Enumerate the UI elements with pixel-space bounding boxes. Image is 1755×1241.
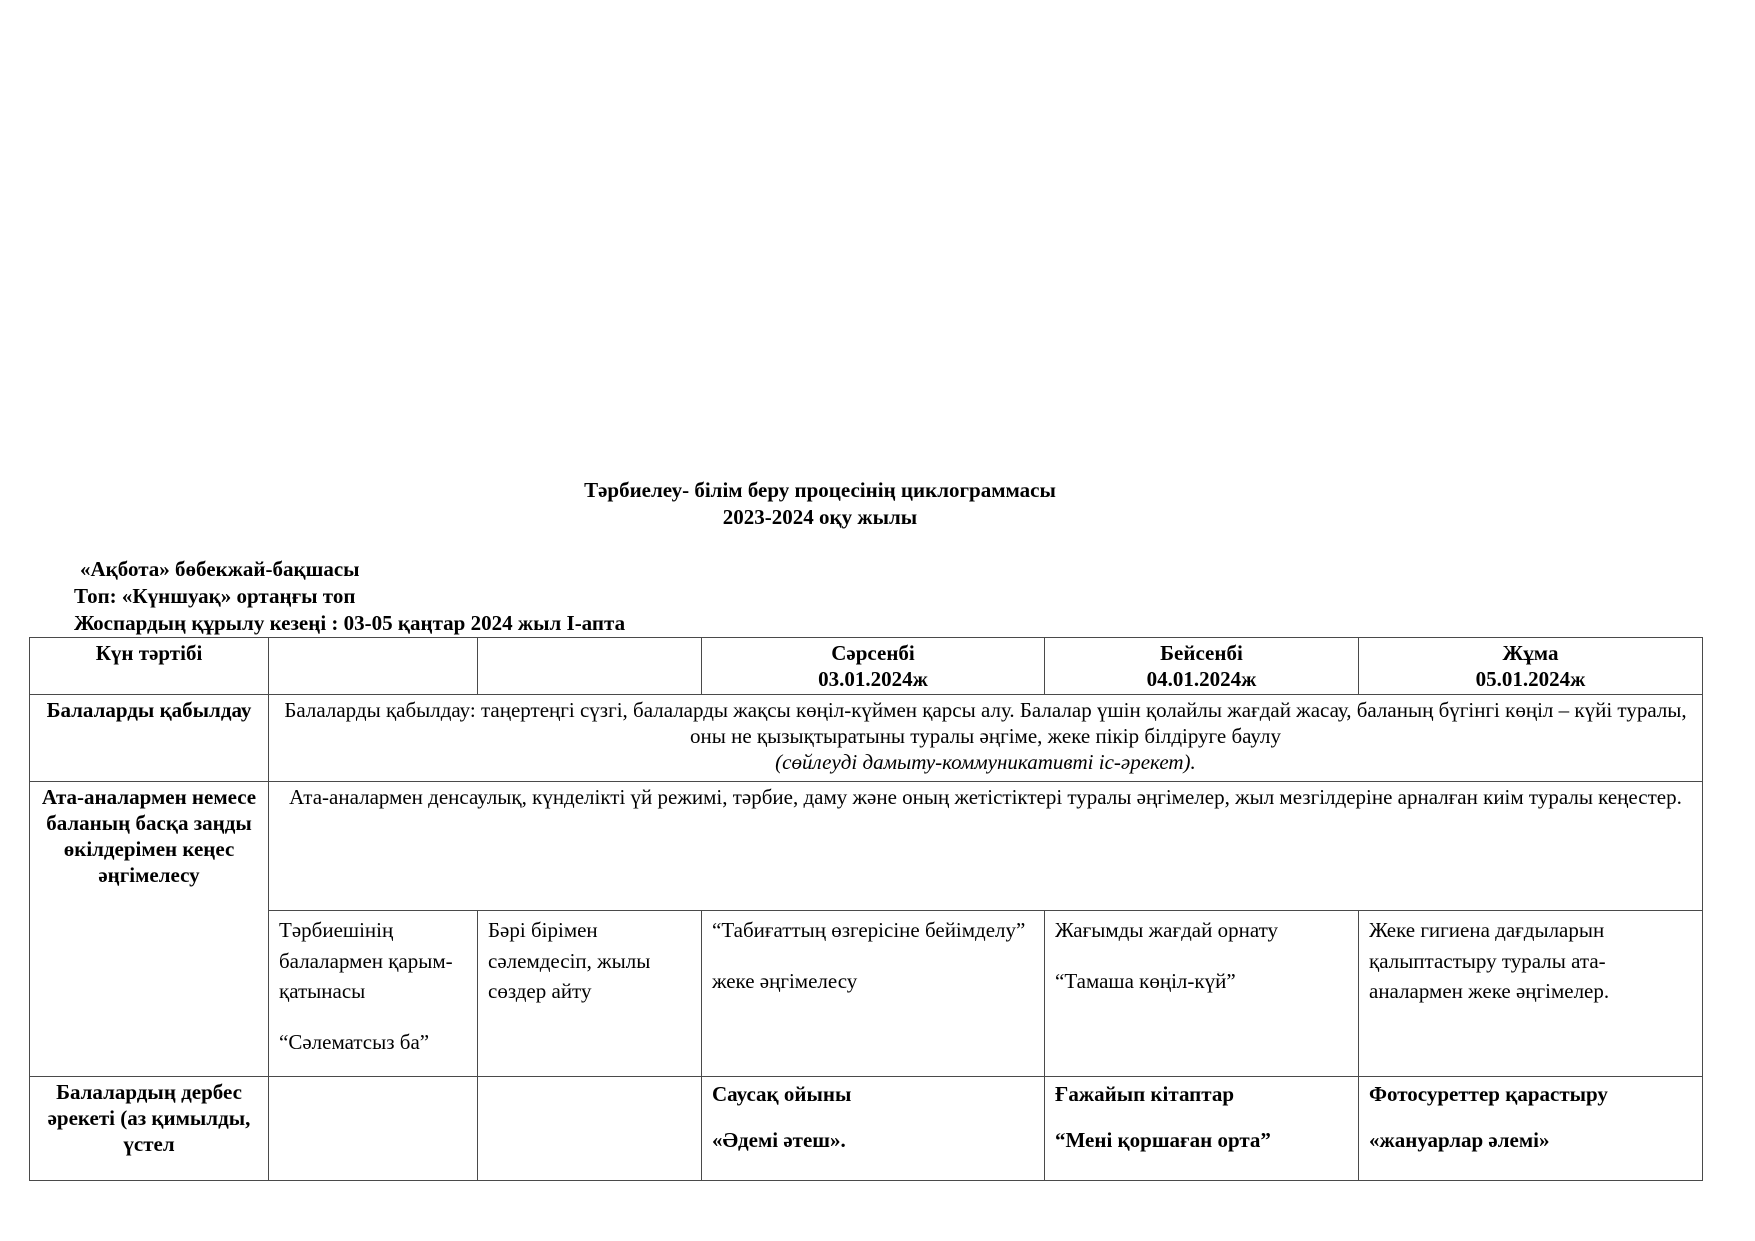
header-daily-routine: Күн тәртібі [30, 638, 269, 695]
header-day-friday [1359, 638, 1703, 695]
academic-year: 2023-2024 оқу жылы [722, 505, 918, 529]
cell-line-1: Саусақ ойыны [712, 1082, 852, 1106]
parents-description: Ата-аналармен денсаулық, күнделікті үй режимі, тәрбие, даму және оның жетістіктері туралы әңгімелер, жыл мезгілдеріне арналған киім туралы кеңестер. [269, 782, 1703, 911]
cell-line-1: Фотосуреттер қарастыру [1369, 1082, 1608, 1106]
group-name: Топ: «Күншуақ» ортаңғы топ [74, 584, 356, 608]
row-label-activity: Балалардың дербес әрекеті (аз қимылды, үстел [30, 1077, 269, 1181]
activity-cell-2 [478, 1077, 702, 1181]
day-name: Сәрсенбі [831, 641, 915, 665]
document-title: Тәрбиелеу- білім беру процесінің циклограммасы [584, 478, 1056, 502]
cell-line-1: Жеке гигиена дағдыларын қалыптастыру туралы ата-аналармен жеке әңгімелер. [1369, 918, 1610, 1003]
header-empty-1 [269, 638, 478, 695]
parents-cell-2 [478, 911, 702, 1077]
cell-line-1: Бәрі бірімен сәлемдесіп, жылы сөздер айту [488, 918, 651, 1003]
cell-line-2: “Тамаша көңіл-күй” [1055, 968, 1236, 993]
cell-line-2: “Мені қоршаған орта” [1055, 1128, 1271, 1152]
activity-cell-friday [1359, 1077, 1703, 1181]
activity-cell-thursday [1045, 1077, 1359, 1181]
day-date: 03.01.2024ж [818, 667, 928, 691]
table-row-reception [30, 695, 1703, 782]
day-name: Бейсенбі [1160, 641, 1243, 665]
cyclogram-table [29, 637, 1703, 1181]
day-date: 05.01.2024ж [1475, 667, 1586, 691]
cell-line-2: «Әдемі әтеш». [712, 1128, 846, 1152]
parents-cell-thursday [1045, 911, 1359, 1077]
parents-cell-1 [269, 911, 478, 1077]
table-row-parents [30, 782, 1703, 911]
day-date: 04.01.2024ж [1146, 667, 1257, 691]
header-day-thursday [1045, 638, 1359, 695]
cell-line-1: “Табиғаттың өзгерісіне бейімделу” [712, 918, 1026, 942]
table-row-parents-daily [30, 911, 1703, 1077]
plan-period: Жоспардың құрылу кезеңі : 03-05 қаңтар 2024 жыл І-апта [74, 611, 626, 635]
reception-description [269, 695, 1703, 782]
reception-note: (сөйлеуді дамыту-коммуникативті іс-әрекет). [775, 750, 1196, 774]
kindergarten-name: «Ақбота» бөбекжай-бақшасы [80, 557, 360, 581]
header-empty-2 [478, 638, 702, 695]
parents-cell-friday [1359, 911, 1703, 1077]
table-header-row [30, 638, 1703, 695]
day-name: Жұма [1502, 641, 1559, 665]
cell-line-1: Жағымды жағдай орнату [1055, 918, 1279, 942]
row-label-reception: Балаларды қабылдау [30, 695, 269, 782]
activity-cell-wednesday [702, 1077, 1045, 1181]
cell-line-2: жеке әңгімелесу [712, 968, 858, 993]
row-label-parents: Ата-аналармен немесе баланың басқа заңды өкілдерімен кеңес әңгімелесу [30, 782, 269, 1077]
cell-line-2: “Сәлематсыз ба” [279, 1029, 430, 1054]
reception-text: Балаларды қабылдау: таңертеңгі сүзгі, балаларды жақсы көңіл-күймен қарсы алу. Балалар үшін қолайлы жағдай жасау, баланың бүгінгі көңіл – күйі туралы, оны не қызықтыратыны туралы әңгіме, жеке пікір білдіруге баулу [284, 698, 1687, 748]
cell-line-2: «жануарлар әлемі» [1369, 1128, 1550, 1152]
cell-line-1: Ғажайып кітаптар [1055, 1082, 1235, 1106]
header-day-wednesday [702, 638, 1045, 695]
cell-line-1: Тәрбиешінің балалармен қарым-қатынасы [279, 918, 453, 1003]
parents-cell-wednesday [702, 911, 1045, 1077]
table-row-activity [30, 1077, 1703, 1181]
activity-cell-1 [269, 1077, 478, 1181]
